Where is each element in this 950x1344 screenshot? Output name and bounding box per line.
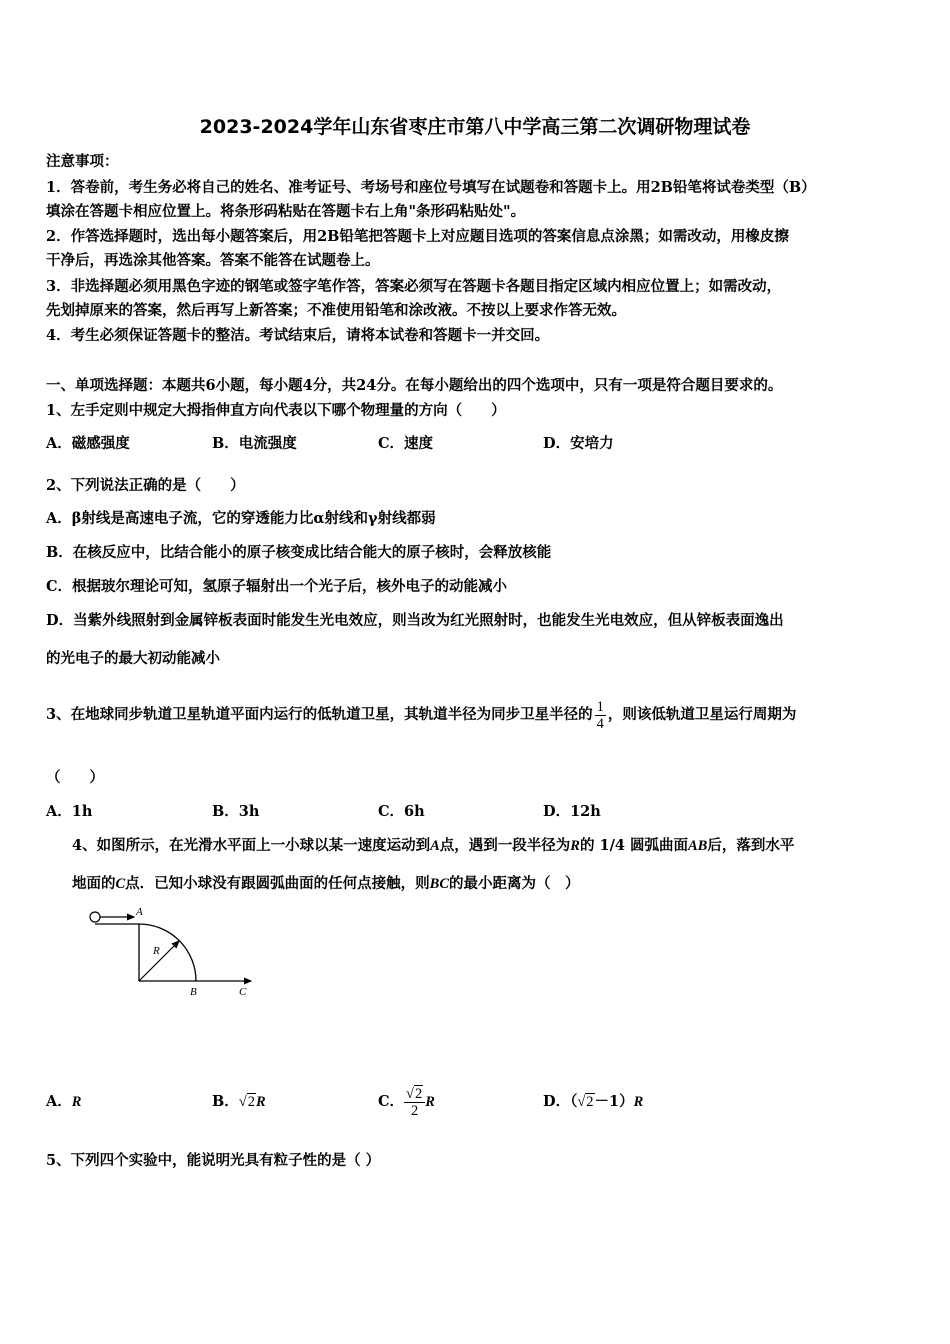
quarter-fraction bbox=[595, 699, 606, 732]
q4-option-b bbox=[212, 1092, 266, 1112]
notice-line: 2．作答选择题时，选出每小题答案后，用2B铅笔把答题卡上对应题目选项的答案信息点涂黑；如需改动，用橡皮擦 bbox=[46, 228, 789, 245]
option-label: D．（ bbox=[543, 1093, 578, 1110]
fig-label-a: A bbox=[136, 906, 143, 918]
fraction-denominator: 4 bbox=[596, 715, 604, 732]
q2-option-d: D．当紫外线照射到金属锌板表面时能发生光电效应，则当改为红光照射时，也能发生光电效应，但从锌板表面逸出 bbox=[46, 612, 784, 629]
radius-label: R bbox=[570, 838, 580, 854]
q3-stem-b: ，则该低轨道卫星运行周期为 bbox=[607, 706, 797, 723]
q2-option-a: A．β射线是高速电子流，它的穿透能力比α射线和γ射线都弱 bbox=[46, 510, 436, 527]
q4-text: 4、如图所示，在光滑水平面上一小球以某一速度运动到 bbox=[72, 837, 431, 854]
q4-text: 的最小距离为（ ） bbox=[449, 875, 580, 892]
q4-text: 后，落到水平 bbox=[707, 837, 795, 854]
option-tail: －1） bbox=[594, 1093, 634, 1110]
notice-line: 1．答卷前，考生务必将自己的姓名、准考证号、考场号和座位号填写在试题卷和答题卡上。用2B铅笔将试卷类型（B） bbox=[46, 179, 816, 196]
q5-stem: 5、下列四个实验中，能说明光具有粒子性的是（ ） bbox=[46, 1152, 381, 1169]
q4-figure bbox=[86, 905, 256, 1000]
q2-option-b: B．在核反应中，比结合能小的原子核变成比结合能大的原子核时，会释放核能 bbox=[46, 544, 552, 561]
q3-paren: （ ） bbox=[46, 769, 104, 786]
q4-stem-line1 bbox=[72, 836, 794, 856]
option-label: C． bbox=[378, 1093, 405, 1110]
q4-text: 的 1/4 圆弧曲面 bbox=[579, 837, 689, 854]
q3-option-d: D．12h bbox=[543, 803, 601, 820]
notice-line: 填涂在答题卡相应位置上。将条形码粘贴在答题卡右上角"条形码粘贴处"。 bbox=[46, 203, 526, 220]
sqrt-symbol: √2 bbox=[577, 1094, 594, 1110]
option-var: R bbox=[255, 1094, 266, 1110]
q4-stem-line2 bbox=[72, 874, 580, 894]
q4-option-a bbox=[46, 1092, 81, 1112]
q4-text: 点．已知小球没有跟圆弧曲面的任何点接触，则 bbox=[125, 875, 430, 892]
fraction-denominator: 2 bbox=[411, 1102, 419, 1119]
option-var: R bbox=[425, 1094, 435, 1110]
q3-stem-a: 3、在地球同步轨道卫星轨道平面内运行的低轨道卫星，其轨道半径为同步卫星半径的 bbox=[46, 706, 593, 723]
sqrt-radicand: 2 bbox=[247, 1094, 255, 1110]
fraction-numerator: 1 bbox=[596, 698, 604, 715]
option-label: A． bbox=[46, 1093, 72, 1110]
point-c-label: C bbox=[115, 876, 126, 892]
page-title: 2023-2024学年山东省枣庄市第八中学高三第二次调研物理试卷 bbox=[199, 116, 751, 138]
q3-stem bbox=[46, 687, 796, 743]
option-var: R bbox=[71, 1094, 82, 1110]
notice-line: 先划掉原来的答案，然后再写上新答案；不准使用铅笔和涂改液。不按以上要求作答无效。 bbox=[46, 302, 626, 319]
q4-text: 点，遇到一段半径为 bbox=[439, 837, 571, 854]
q4-option-c bbox=[378, 1068, 435, 1136]
q1-option-a: A．磁感强度 bbox=[46, 435, 130, 452]
notice-line: 3．非选择题必须用黑色字迹的钢笔或签字笔作答，答案必须写在答题卡各题目指定区域内相应位置上；如需改动， bbox=[46, 278, 782, 295]
option-var: R bbox=[633, 1094, 644, 1110]
point-a-label: A bbox=[430, 838, 440, 854]
sqrt-radicand: 2 bbox=[415, 1085, 423, 1102]
option-label: B． bbox=[212, 1093, 239, 1110]
fig-label-b: B bbox=[190, 986, 197, 998]
sqrt-symbol: √2 bbox=[238, 1094, 255, 1110]
q1-option-b: B．电流强度 bbox=[212, 435, 297, 452]
ball-icon bbox=[90, 912, 100, 922]
q3-option-b: B．3h bbox=[212, 803, 260, 820]
fraction-numerator bbox=[404, 1086, 425, 1103]
sqrt-radicand: 2 bbox=[586, 1094, 594, 1110]
q1-option-c: C．速度 bbox=[378, 435, 434, 452]
sqrt2-over-2-fraction bbox=[404, 1086, 425, 1119]
segment-bc-label: BC bbox=[429, 876, 450, 892]
q2-stem: 2、下列说法正确的是（ ） bbox=[46, 477, 245, 494]
notice-line: 干净后，再选涂其他答案。答案不能答在试题卷上。 bbox=[46, 252, 380, 269]
q3-option-a: A．1h bbox=[46, 803, 93, 820]
fig-label-r: R bbox=[153, 945, 160, 957]
fig-label-c: C bbox=[239, 986, 247, 998]
q1-stem: 1、左手定则中规定大拇指伸直方向代表以下哪个物理量的方向（ ） bbox=[46, 402, 506, 419]
sqrt-symbol: √2 bbox=[406, 1085, 423, 1102]
q1-option-d: D．安培力 bbox=[543, 435, 614, 452]
notice-line: 4．考生必须保证答题卡的整洁。考试结束后，请将本试卷和答题卡一并交回。 bbox=[46, 327, 550, 344]
section-heading: 一、单项选择题：本题共6小题，每小题4分，共24分。在每小题给出的四个选项中，只有一项是符合题目要求的。 bbox=[46, 377, 783, 394]
q4-text: 地面的 bbox=[72, 875, 116, 892]
q2-option-d-cont: 的光电子的最大初动能减小 bbox=[46, 650, 220, 667]
notice-heading: 注意事项： bbox=[46, 153, 119, 170]
q3-option-c: C．6h bbox=[378, 803, 425, 820]
arc-ab-label: AB bbox=[688, 838, 708, 854]
q2-option-c: C．根据玻尔理论可知，氢原子辐射出一个光子后，核外电子的动能减小 bbox=[46, 578, 508, 595]
q4-option-d bbox=[543, 1092, 643, 1112]
